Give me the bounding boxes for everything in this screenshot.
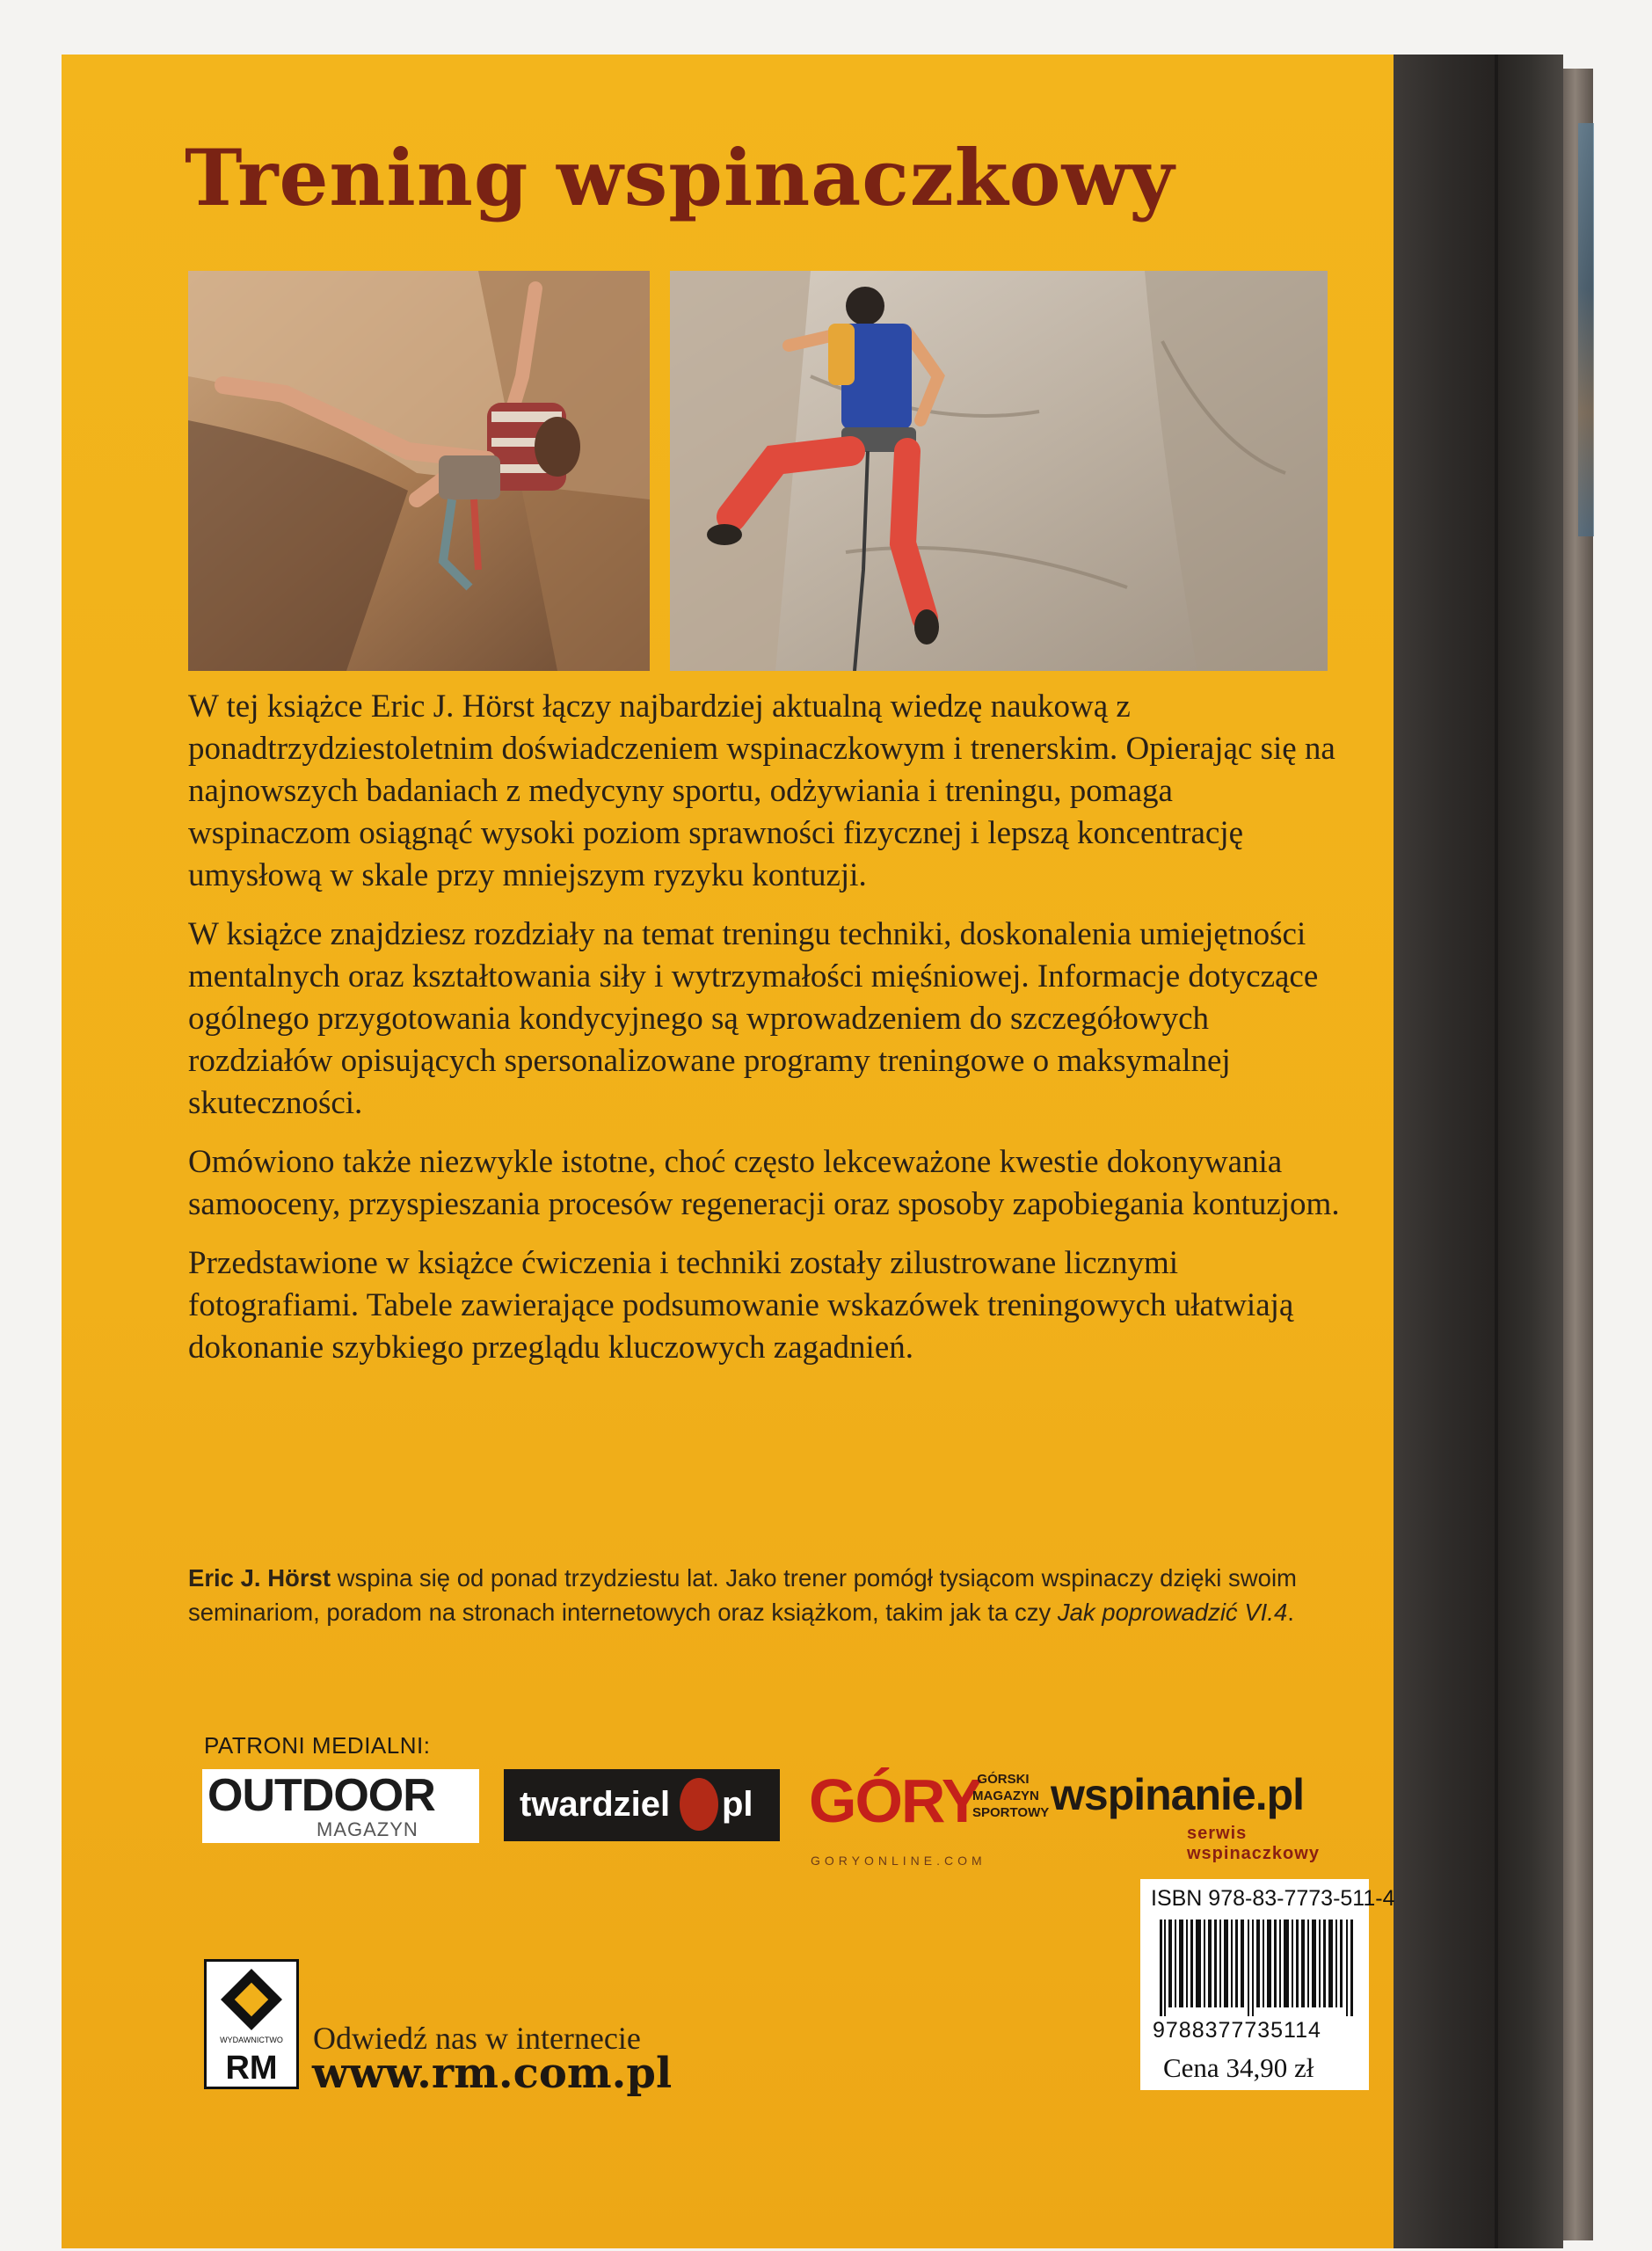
cover-title: Trening wspinaczkowy — [185, 132, 1175, 223]
rm-publisher-logo — [204, 1959, 299, 2089]
twardziel-logo — [504, 1769, 780, 1841]
visit-us-text: Odwiedź nas w internecie — [313, 2021, 641, 2056]
outdoor-logo-text: OUTDOOR — [207, 1770, 435, 1821]
isbn-number: ISBN 978-83-7773-511-4 — [1151, 1886, 1395, 1911]
gory-logo — [807, 1766, 1050, 1871]
price-label: Cena 34,90 zł — [1163, 2052, 1314, 2083]
spine-fold-line — [1495, 55, 1498, 2248]
outdoor-magazyn-logo — [202, 1769, 479, 1843]
cover-description — [188, 686, 1340, 1386]
wspinanie-logo — [1051, 1769, 1341, 1863]
description-paragraph: W tej książce Eric J. Hörst łączy najbardziej aktualną wiedzę naukową z ponadtrzydziestoletnim doświadczeniem wspinaczkowym i trenerskim. Opierając się na najnowszych badaniach z medycyny sportu, odżywiania i treningu, pomaga wspinaczom osiągnąć wysoki poziom sprawności fizycznej i lepszą koncentrację umysłową w skale przy mniejszym ryzyku kontuzji. — [188, 688, 1335, 893]
patrons-label: PATRONI MEDIALNI: — [204, 1732, 431, 1759]
publisher-logo-text: RM — [225, 2050, 278, 2087]
publisher-logo-small-text: WYDAWNICTWO — [220, 2036, 283, 2044]
mask-icon — [680, 1778, 718, 1831]
twardziel-logo-suffix: pl — [722, 1785, 753, 1824]
author-name: Eric J. Hörst — [188, 1564, 331, 1592]
description-paragraph: Omówiono także niezwykle istotne, choć często lekceważone kwestie dokonywania samooceny, przyspieszania procesów regeneracji oraz sposoby zapobiegania kontuzjom. — [188, 1144, 1340, 1222]
publisher-website: www.rm.com.pl — [312, 2049, 673, 2098]
author-book-title: Jak poprowadzić VI.4 — [1057, 1599, 1288, 1626]
gory-logo-url: GORYONLINE.COM — [811, 1854, 986, 1868]
wspinanie-logo-subtext: serwis wspinaczkowy — [1187, 1824, 1320, 1863]
gory-logo-subtext: GÓRSKI MAGAZYN SPORTOWY — [972, 1772, 1050, 1820]
wspinanie-logo-text: wspinanie.pl — [1051, 1770, 1305, 1819]
book-spine — [1394, 55, 1563, 2248]
outdoor-logo-subtext: MAGAZYN — [317, 1818, 418, 1840]
author-note-text: wspina się od ponad trzydziestu lat. Jako trener pomógł tysiącom wspinaczy dzięki swoim seminariom, poradom na stronach internetowych oraz książkom, takim jak ta czy — [188, 1564, 1297, 1626]
climber-photo-wall — [670, 271, 1328, 671]
barcode-digits: 9788377735114 — [1153, 2018, 1321, 2043]
author-note-end: . — [1287, 1599, 1294, 1626]
front-cover-edge — [1578, 123, 1594, 536]
climber-photo-overhang — [188, 271, 650, 671]
barcode-icon — [1160, 1920, 1353, 2016]
twardziel-logo-text: twardziel — [520, 1785, 671, 1824]
gory-logo-text: GÓRY — [809, 1767, 981, 1835]
description-paragraph: Przedstawione w książce ćwiczenia i techniki zostały zilustrowane licznymi fotografiami. Tabele zawierające podsumowanie wskazówek treningowych ułatwiają dokonanie szybkiego przeglądu kluczowych zagadnień. — [188, 1245, 1294, 1366]
description-paragraph: W książce znajdziesz rozdziały na temat treningu techniki, doskonalenia umiejętności mentalnych oraz kształtowania siły i wytrzymałości mięśniowej. Informacje dotyczące ogólnego przygotowania kondycyjnego są wprowadzeniem do szczegółowych rozdziałów opisujących spersonalizowane programy treningowe o maksymalnej skuteczności. — [188, 916, 1319, 1121]
author-note — [188, 1561, 1331, 1629]
isbn-sticker — [1140, 1879, 1395, 2090]
